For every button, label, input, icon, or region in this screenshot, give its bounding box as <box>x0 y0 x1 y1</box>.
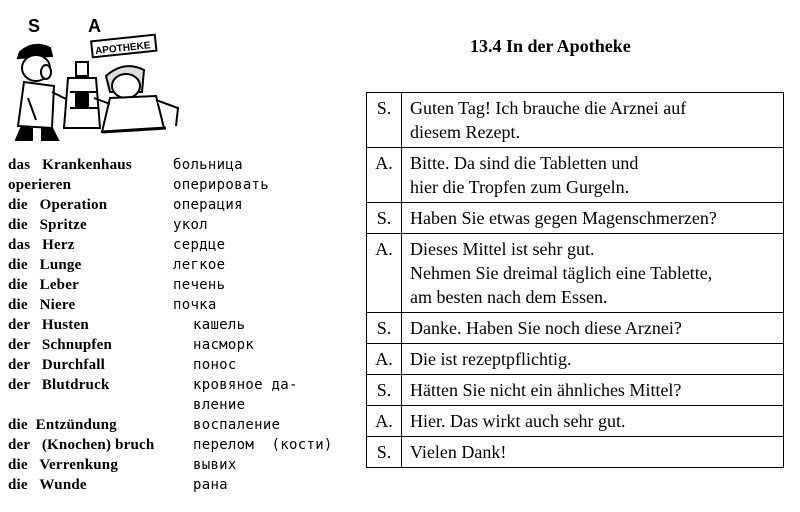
dialog-row <box>367 234 784 313</box>
vocab-row <box>8 155 353 175</box>
dialog-line: am besten nach dem Essen. <box>410 287 608 307</box>
speaker-label: S. <box>367 375 402 406</box>
vocab-german: das Herz <box>8 237 75 253</box>
vocab-german: der Blutdruck <box>8 377 110 393</box>
dialog-row <box>367 344 784 375</box>
dialog-line: Haben Sie etwas gegen Magenschmerzen? <box>410 208 717 228</box>
dialog-text <box>402 93 784 148</box>
dialog-row <box>367 148 784 203</box>
vocab-russian: оперировать <box>173 177 270 193</box>
vocab-german: die Niere <box>8 297 76 313</box>
dialog-text <box>402 313 784 344</box>
vocab-russian: воспаление <box>193 417 281 433</box>
vocab-german: operieren <box>8 177 72 193</box>
dialog-line: Danke. Haben Sie noch diese Arznei? <box>410 318 682 338</box>
speaker-label: A. <box>367 234 402 313</box>
vocab-row <box>8 235 353 255</box>
vocab-row <box>8 455 353 475</box>
vocab-russian: печень <box>173 277 226 293</box>
vocab-row <box>8 395 353 415</box>
dialog-line: Vielen Dank! <box>410 442 507 462</box>
vocab-row <box>8 255 353 275</box>
vocab-russian: рана <box>193 477 228 493</box>
vocabulary-list <box>8 155 353 495</box>
dialog-text <box>402 148 784 203</box>
vocab-russian: операция <box>173 197 243 213</box>
vocab-german: der Schnupfen <box>8 337 113 353</box>
dialog-text <box>402 437 784 468</box>
vocab-german: der Durchfall <box>8 357 106 373</box>
vocab-row <box>8 415 353 435</box>
vocab-row <box>8 335 353 355</box>
vocab-russian: кровяное да- <box>193 377 298 393</box>
dialog-line: Dieses Mittel ist sehr gut. <box>410 239 595 259</box>
dialog-line: Die ist rezeptpflichtig. <box>410 349 572 369</box>
apotheke-sign-text: APOTHEKE <box>94 40 152 57</box>
vocab-row <box>8 355 353 375</box>
dialog-text <box>402 203 784 234</box>
vocab-german: die Operation <box>8 197 108 213</box>
vocab-russian: понос <box>193 357 237 373</box>
vocab-russian: вление <box>193 397 246 413</box>
dialog-table <box>366 92 784 468</box>
vocab-russian: укол <box>173 217 208 233</box>
dialog-row <box>367 203 784 234</box>
dialog-line: hier die Tropfen zum Gurgeln. <box>410 177 630 197</box>
dialog-text <box>402 234 784 313</box>
speaker-label: A. <box>367 148 402 203</box>
speaker-label: S. <box>367 203 402 234</box>
vocab-german: der (Knochen) bruch <box>8 437 155 453</box>
dialog-line: Nehmen Sie dreimal täglich eine Tablette, <box>410 263 713 283</box>
vocab-german: die Wunde <box>8 477 87 493</box>
dialog-line: diesem Rezept. <box>410 122 520 142</box>
vocab-row <box>8 195 353 215</box>
dialog-row <box>367 93 784 148</box>
vocab-german: die Entzündung <box>8 417 117 433</box>
dialog-text <box>402 406 784 437</box>
vocab-row <box>8 175 353 195</box>
dialog-line: Hier. Das wirkt auch sehr gut. <box>410 411 626 431</box>
speaker-label: A. <box>367 344 402 375</box>
speaker-label: S. <box>367 313 402 344</box>
vocab-russian: больница <box>173 157 243 173</box>
vocab-russian: насморк <box>193 337 255 353</box>
vocab-russian: перелом (кости) <box>193 437 333 453</box>
vocab-german: die Spritze <box>8 217 87 233</box>
dialog-line: Hätten Sie nicht ein ähnliches Mittel? <box>410 380 682 400</box>
vocab-row <box>8 275 353 295</box>
section-heading: 13.4 In der Apotheke <box>470 36 631 56</box>
vocab-russian: кашель <box>193 317 246 333</box>
dialog-text <box>402 375 784 406</box>
vocab-russian: вывих <box>193 457 237 473</box>
speaker-label: S. <box>367 93 402 148</box>
vocab-row <box>8 475 353 495</box>
vocab-row <box>8 375 353 395</box>
vocab-german: das Krankenhaus <box>8 157 132 173</box>
speaker-label: S. <box>367 437 402 468</box>
vocab-russian: почка <box>173 297 217 313</box>
vocab-row <box>8 295 353 315</box>
vocab-german: die Leber <box>8 277 79 293</box>
pharmacy-illustration <box>6 8 188 144</box>
vocab-row <box>8 315 353 335</box>
vocab-german: die Lunge <box>8 257 82 273</box>
dialog-row <box>367 375 784 406</box>
dialog-row <box>367 437 784 468</box>
vocab-german: der Husten <box>8 317 89 333</box>
dialog-text <box>402 344 784 375</box>
vocab-row <box>8 435 353 455</box>
dialog-line: Guten Tag! Ich brauche die Arznei auf <box>410 98 687 118</box>
vocab-german: die Verrenkung <box>8 457 119 473</box>
speaker-a-letter: A <box>88 16 101 36</box>
vocab-row <box>8 215 353 235</box>
dialog-row <box>367 313 784 344</box>
speaker-label: A. <box>367 406 402 437</box>
dialog-row <box>367 406 784 437</box>
dialog-line: Bitte. Da sind die Tabletten und <box>410 153 639 173</box>
vocab-russian: сердце <box>173 237 226 253</box>
vocab-russian: легкое <box>173 257 226 273</box>
speaker-s-letter: S <box>28 16 41 36</box>
